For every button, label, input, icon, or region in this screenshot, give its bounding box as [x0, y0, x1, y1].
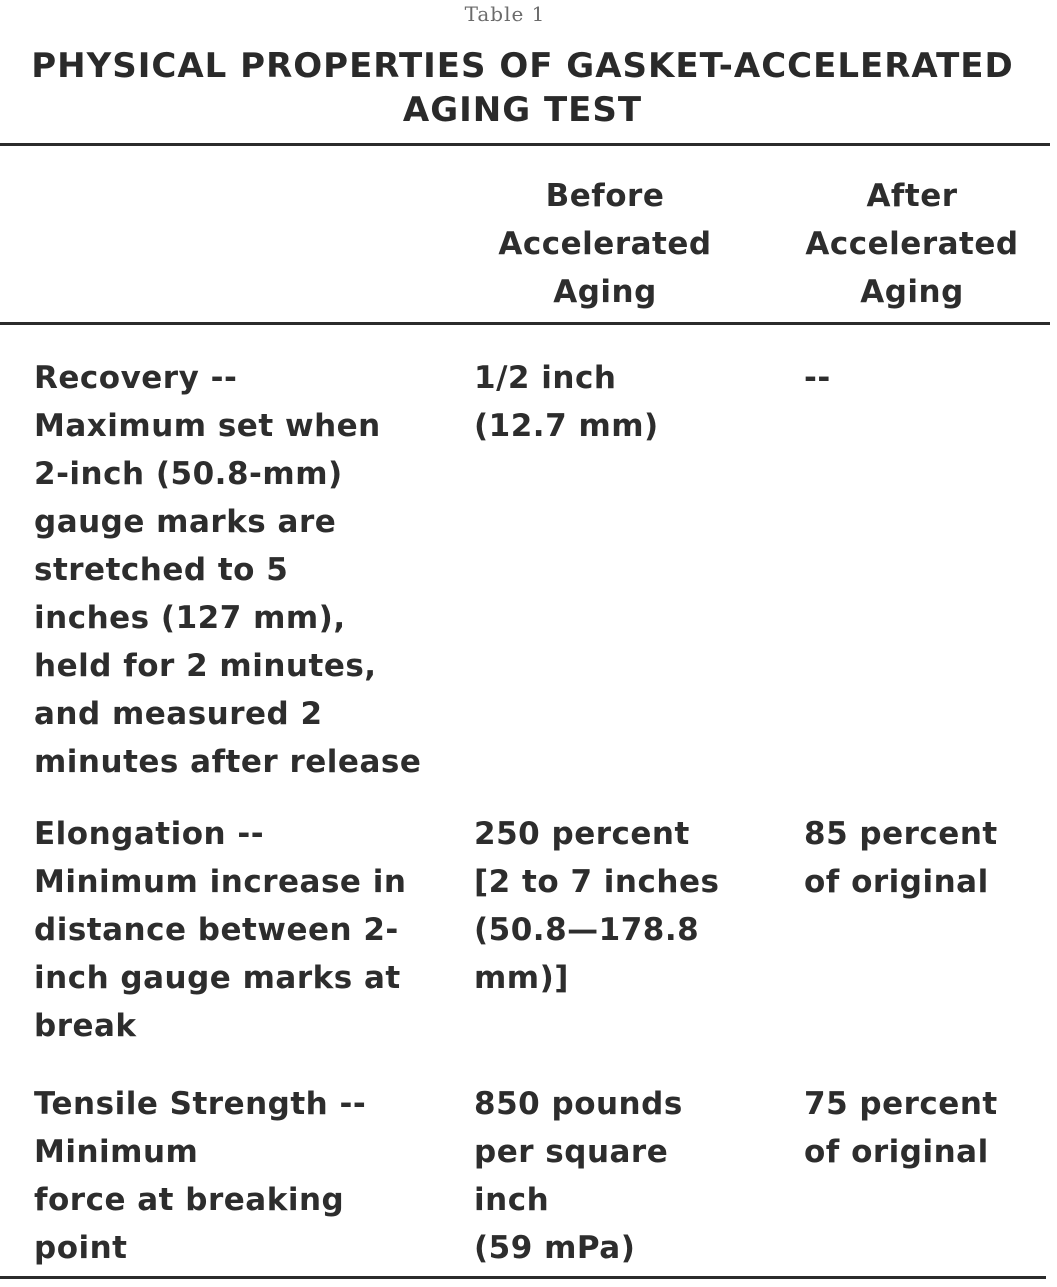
after-value-cell: 75 percent of original — [804, 1086, 998, 1170]
top-rule — [0, 143, 1050, 146]
bottom-rule — [0, 1276, 1046, 1279]
before-value-cell: 850 pounds per square inch (59 mPa) — [474, 1086, 683, 1266]
before-value-cell: 1/2 inch (12.7 mm) — [474, 360, 659, 444]
table-title — [0, 44, 1045, 132]
table-title-line-1: PHYSICAL PROPERTIES OF GASKET-ACCELERATED — [31, 46, 1014, 86]
table-caption: Table 1 — [464, 2, 546, 26]
header-before-aging: Before Accelerated Aging — [498, 178, 712, 310]
header-rule — [0, 322, 1050, 325]
table-title-line-2: AGING TEST — [402, 90, 643, 130]
after-value-cell: -- — [804, 360, 831, 396]
after-value-cell: 85 percent of original — [804, 816, 998, 900]
property-cell: Elongation -- Minimum increase in distance between 2- inch gauge marks at break — [34, 816, 407, 1044]
before-value-cell: 250 percent [2 to 7 inches (50.8—178.8 mm)] — [474, 816, 720, 996]
property-cell: Tensile Strength -- Minimum force at breaking point — [34, 1086, 367, 1266]
header-after-aging: After Accelerated Aging — [805, 178, 1019, 310]
property-cell: Recovery -- Maximum set when 2-inch (50.8-mm) gauge marks are stretched to 5 inches (127 mm), held for 2 minutes, and measured 2 minutes after release — [34, 360, 422, 780]
